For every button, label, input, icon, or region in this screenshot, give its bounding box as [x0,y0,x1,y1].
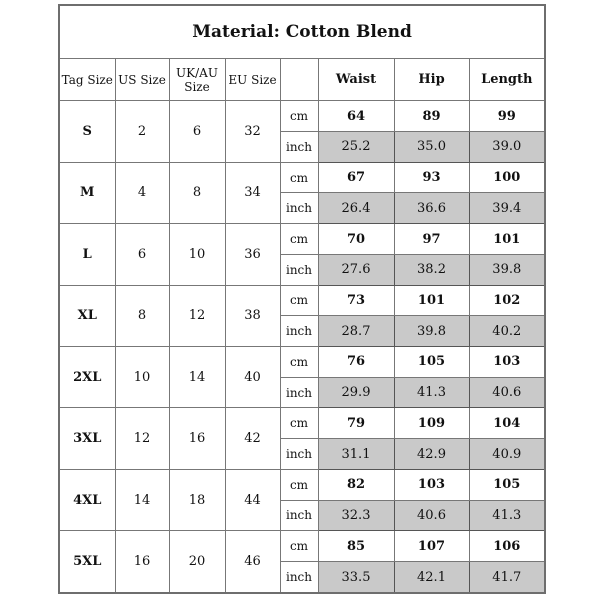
length-cm-cell: 105 [469,469,545,500]
us-size-cell: 10 [115,347,169,408]
waist-cm-cell: 73 [318,285,394,316]
size-chart-body [59,5,545,593]
hip-inch-cell: 35.0 [394,131,469,162]
table-row [59,469,545,500]
hip-inch-cell: 40.6 [394,500,469,531]
size-chart-table [58,4,546,594]
waist-inch-cell: 26.4 [318,193,394,224]
hip-cm-cell: 105 [394,347,469,378]
waist-inch-cell: 27.6 [318,254,394,285]
tag-size-cell: S [59,101,115,162]
eu-size-cell: 38 [225,285,280,346]
unit-cm-label: cm [280,285,318,316]
table-row [59,347,545,378]
header-us-size: US Size [115,59,169,101]
hip-inch-cell: 36.6 [394,193,469,224]
length-inch-cell: 40.6 [469,377,545,408]
hip-cm-cell: 101 [394,285,469,316]
unit-cm-label: cm [280,469,318,500]
tag-size-cell: 2XL [59,347,115,408]
uk-au-size-cell: 6 [169,101,225,162]
length-cm-cell: 104 [469,408,545,439]
unit-inch-label: inch [280,500,318,531]
length-inch-cell: 40.9 [469,439,545,470]
header-tag-size: Tag Size [59,59,115,101]
length-cm-cell: 99 [469,101,545,132]
hip-cm-cell: 97 [394,224,469,255]
hip-cm-cell: 103 [394,469,469,500]
hip-inch-cell: 38.2 [394,254,469,285]
table-row [59,285,545,316]
hip-inch-cell: 41.3 [394,377,469,408]
tag-size-cell: L [59,224,115,285]
eu-size-cell: 36 [225,224,280,285]
tag-size-cell: M [59,162,115,223]
tag-size-cell: 4XL [59,469,115,530]
waist-cm-cell: 67 [318,162,394,193]
us-size-cell: 16 [115,531,169,593]
us-size-cell: 6 [115,224,169,285]
hip-cm-cell: 107 [394,531,469,562]
waist-cm-cell: 70 [318,224,394,255]
length-inch-cell: 41.3 [469,500,545,531]
length-inch-cell: 41.7 [469,562,545,593]
uk-au-size-cell: 16 [169,408,225,469]
waist-cm-cell: 82 [318,469,394,500]
table-row [59,162,545,193]
unit-inch-label: inch [280,316,318,347]
length-inch-cell: 40.2 [469,316,545,347]
eu-size-cell: 32 [225,101,280,162]
header-uk-au-size: UK/AU Size [169,59,225,101]
hip-inch-cell: 42.1 [394,562,469,593]
uk-au-size-cell: 20 [169,531,225,593]
length-inch-cell: 39.4 [469,193,545,224]
length-cm-cell: 106 [469,531,545,562]
header-unit [280,59,318,101]
header-row [59,59,545,101]
us-size-cell: 12 [115,408,169,469]
unit-cm-label: cm [280,162,318,193]
waist-cm-cell: 76 [318,347,394,378]
waist-inch-cell: 29.9 [318,377,394,408]
waist-inch-cell: 25.2 [318,131,394,162]
hip-inch-cell: 42.9 [394,439,469,470]
tag-size-cell: XL [59,285,115,346]
us-size-cell: 14 [115,469,169,530]
unit-inch-label: inch [280,377,318,408]
unit-cm-label: cm [280,101,318,132]
waist-cm-cell: 79 [318,408,394,439]
unit-cm-label: cm [280,408,318,439]
unit-inch-label: inch [280,193,318,224]
eu-size-cell: 42 [225,408,280,469]
unit-cm-label: cm [280,347,318,378]
length-inch-cell: 39.8 [469,254,545,285]
table-row [59,101,545,132]
tag-size-cell: 5XL [59,531,115,593]
unit-inch-label: inch [280,131,318,162]
waist-cm-cell: 64 [318,101,394,132]
eu-size-cell: 40 [225,347,280,408]
table-row [59,224,545,255]
unit-inch-label: inch [280,254,318,285]
eu-size-cell: 44 [225,469,280,530]
waist-inch-cell: 28.7 [318,316,394,347]
chart-title: Material: Cotton Blend [59,5,545,59]
length-inch-cell: 39.0 [469,131,545,162]
us-size-cell: 8 [115,285,169,346]
waist-inch-cell: 33.5 [318,562,394,593]
us-size-cell: 4 [115,162,169,223]
hip-cm-cell: 89 [394,101,469,132]
header-waist: Waist [318,59,394,101]
header-eu-size: EU Size [225,59,280,101]
unit-cm-label: cm [280,531,318,562]
us-size-cell: 2 [115,101,169,162]
tag-size-cell: 3XL [59,408,115,469]
uk-au-size-cell: 12 [169,285,225,346]
uk-au-size-cell: 18 [169,469,225,530]
table-row [59,408,545,439]
length-cm-cell: 101 [469,224,545,255]
length-cm-cell: 100 [469,162,545,193]
length-cm-cell: 103 [469,347,545,378]
table-row [59,531,545,562]
uk-au-size-cell: 8 [169,162,225,223]
waist-inch-cell: 31.1 [318,439,394,470]
unit-inch-label: inch [280,562,318,593]
hip-inch-cell: 39.8 [394,316,469,347]
length-cm-cell: 102 [469,285,545,316]
waist-cm-cell: 85 [318,531,394,562]
eu-size-cell: 34 [225,162,280,223]
waist-inch-cell: 32.3 [318,500,394,531]
unit-cm-label: cm [280,224,318,255]
eu-size-cell: 46 [225,531,280,593]
unit-inch-label: inch [280,439,318,470]
hip-cm-cell: 93 [394,162,469,193]
header-hip: Hip [394,59,469,101]
uk-au-size-cell: 14 [169,347,225,408]
hip-cm-cell: 109 [394,408,469,439]
uk-au-size-cell: 10 [169,224,225,285]
title-row [59,5,545,59]
header-length: Length [469,59,545,101]
